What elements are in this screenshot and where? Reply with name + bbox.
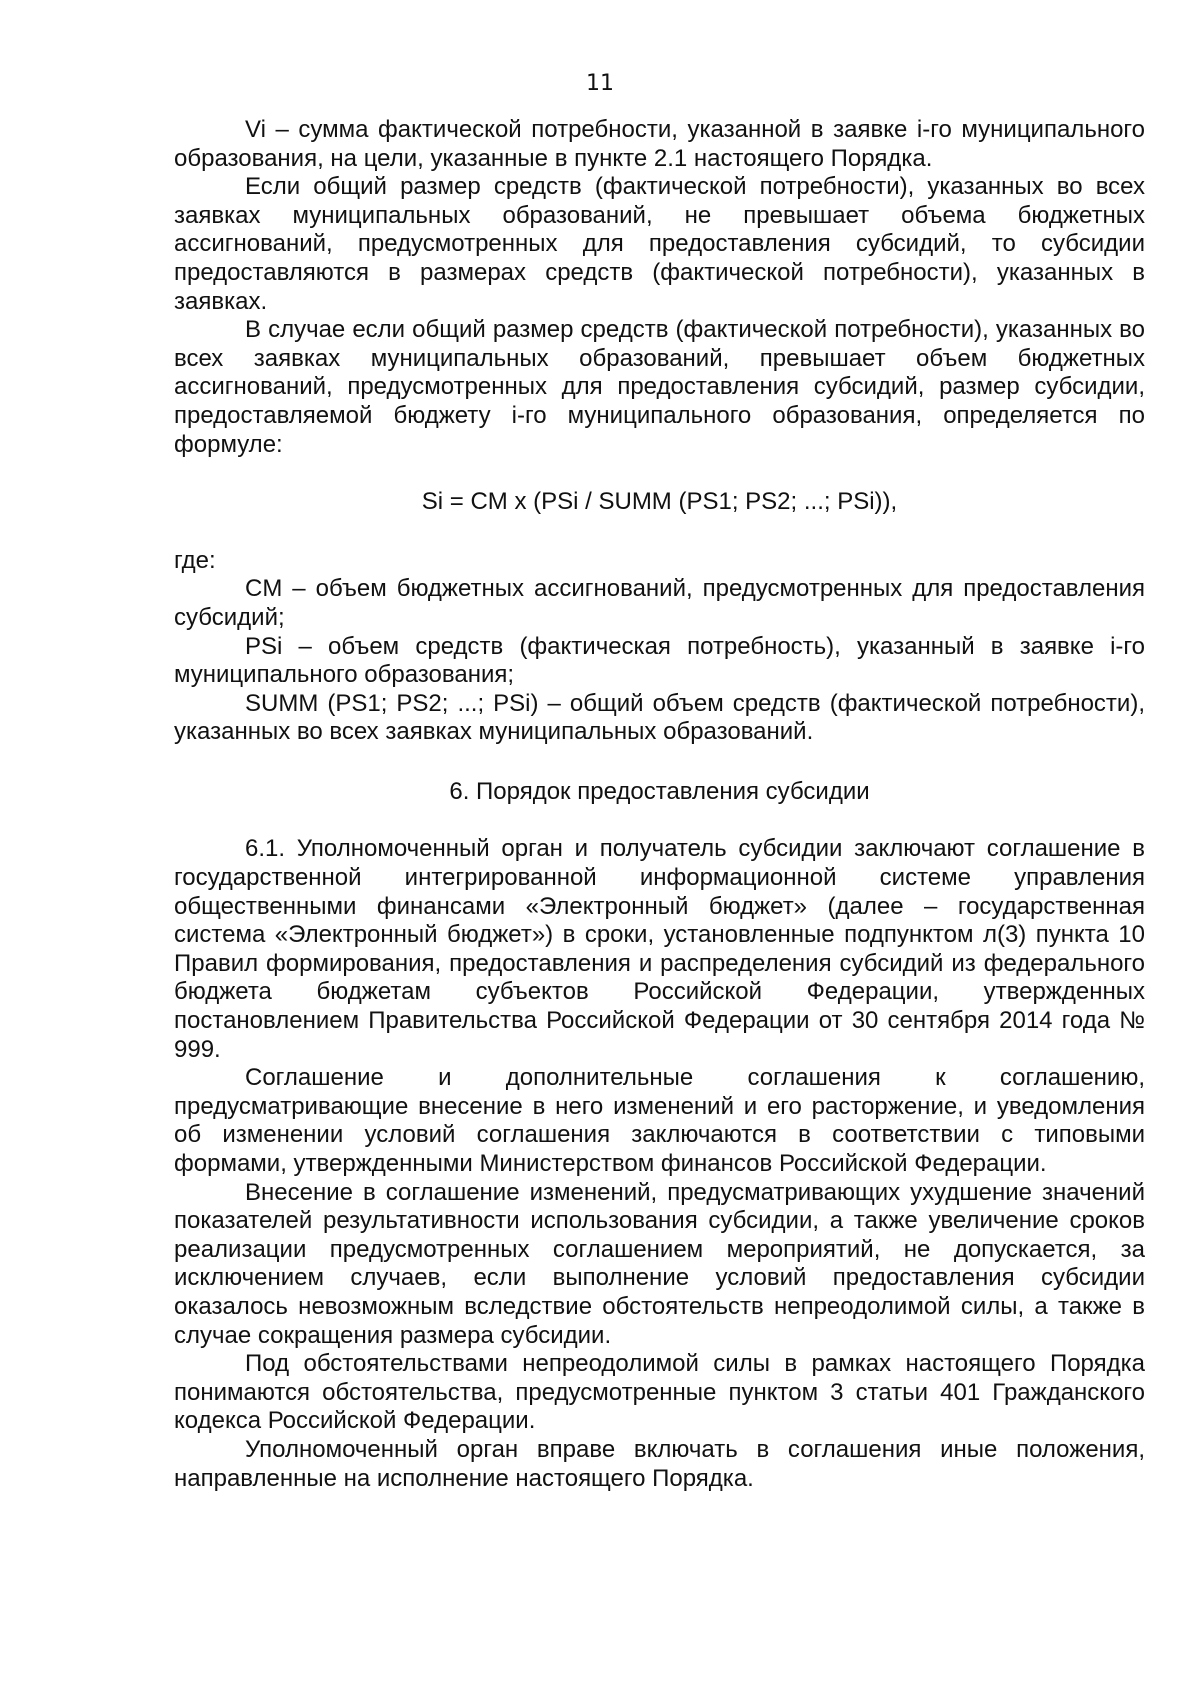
where-label: где: bbox=[174, 546, 216, 574]
document-body bbox=[174, 116, 1145, 1493]
subsidy-formula: Si = CM x (PSi / SUMM (PS1; PS2; ...; PSi)), bbox=[421, 488, 898, 516]
paragraph-agreement-forms: Соглашение и дополнительные соглашения к соглашению, предусматривающие внесение в него изменений и его расторжение, и уведомления об изменении условий соглашения заключаются в соответствии с типовыми формами, утвержденными Министерством финансов Российской Федерации. bbox=[174, 1064, 1145, 1177]
paragraph-vi-definition: Vi – сумма фактической потребности, указанной в заявке i-го муниципального образования, на цели, указанные в пункте 2.1 настоящего Порядка. bbox=[174, 116, 1145, 172]
paragraph-force-majeure: Под обстоятельствами непреодолимой силы в рамках настоящего Порядка понимаются обстоятельства, предусмотренные пунктом 3 статьи 401 Гражданского кодекса Российской Федерации. bbox=[174, 1350, 1145, 1435]
definition-cm: CM – объем бюджетных ассигнований, предусмотренных для предоставления субсидий; bbox=[174, 575, 1145, 631]
paragraph-full-funding: Если общий размер средств (фактической потребности), указанных во всех заявках муниципальных образований, не превышает объема бюджетных ассигнований, предусмотренных для предоставления субсидий, то субсидии предоставляются в размерах средств (фактической потребности), указанных в заявках. bbox=[174, 173, 1145, 315]
definition-psi: PSi – объем средств (фактическая потребность), указанный в заявке i-го муниципального образования; bbox=[174, 632, 1145, 689]
paragraph-other-provisions: Уполномоченный орган вправе включать в соглашения иные положения, направленные на исполнение настоящего Порядка. bbox=[174, 1435, 1145, 1492]
section-title: 6. Порядок предоставления субсидии bbox=[449, 777, 870, 805]
paragraph-agreement-changes: Внесение в соглашение изменений, предусматривающих ухудшение значений показателей результативности использования субсидии, а также увеличение сроков реализации предусмотренных соглашением мероприятий, не допускается, за исключением случаев, если выполнение условий предоставления субсидии оказалось невозможным вследствие обстоятельств непреодолимой силы, а также в случае сокращения размера субсидии. bbox=[174, 1178, 1145, 1349]
definition-summ: SUMM (PS1; PS2; ...; PSi) – общий объем средств (фактической потребности), указанных во всех заявках муниципальных образований. bbox=[174, 689, 1145, 746]
paragraph-6-1-agreement: 6.1. Уполномоченный орган и получатель субсидии заключают соглашение в государственной интегрированной информационной системе управления общественными финансами «Электронный бюджет» (далее – государственная система «Электронный бюджет») в сроки, установленные подпунктом л(3) пункта 10 Правил формирования, предоставления и распределения субсидий из федерального бюджета бюджетам субъектов Российской Федерации, утвержденных постановлением Правительства Российской Федерации от 30 сентября 2014 года № 999. bbox=[174, 835, 1145, 1063]
paragraph-proportional-funding: В случае если общий размер средств (фактической потребности), указанных во всех заявках муниципальных образований, превышает объем бюджетных ассигнований, предусмотренных для предоставления субсидий, размер субсидии, предоставляемой бюджету i-го муниципального образования, определяется по формуле: bbox=[174, 316, 1145, 458]
page-number: 11 bbox=[586, 71, 614, 96]
